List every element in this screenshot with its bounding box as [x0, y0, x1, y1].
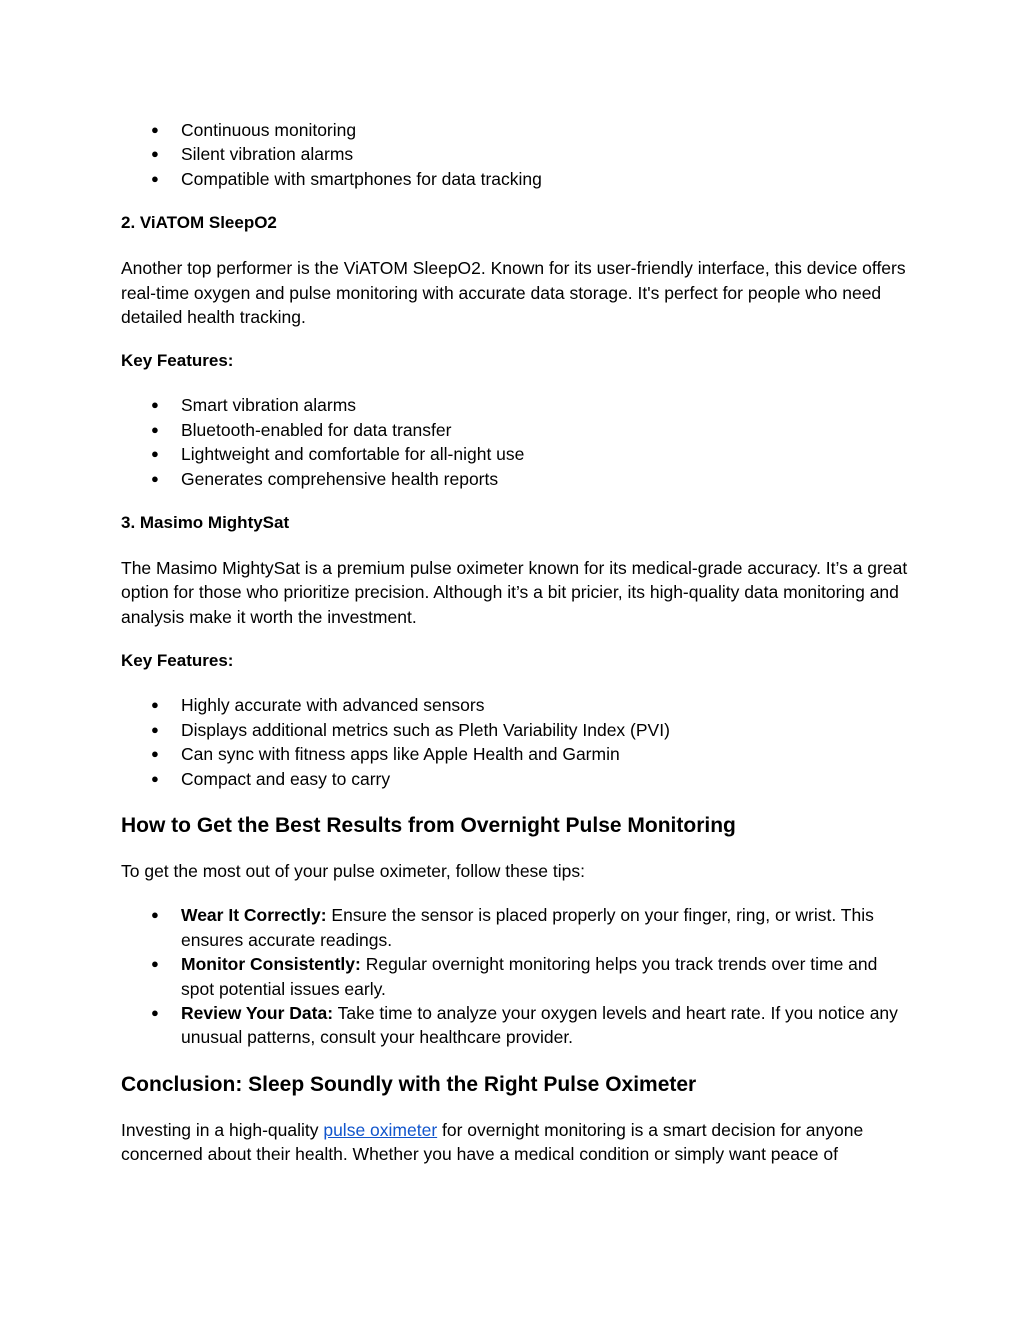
conclusion-paragraph: Investing in a high-quality pulse oximeter for overnight monitoring is a smart decision for anyone concerned about their health. Whether you have a medical condition or simply want peace of	[121, 1119, 864, 1165]
bullet-icon: ●	[151, 956, 159, 972]
masimo-paragraph: The Masimo MightySat is a premium pulse oximeter known for its medical-grade accuracy. It’s a great option for those who prioritize precision. Although it’s a bit pricier, its high-quality data monitoring and analysis make it worth the investment.	[121, 558, 908, 627]
masimo-feature-list	[121, 693, 911, 791]
list-item: ● Review Your Data: Take time to analyze your oxygen levels and heart rate. If you notice any unusual patterns, consult your healthcare provider.	[151, 1002, 898, 1048]
conclusion-heading: Conclusion: Sleep Soundly with the Right Pulse Oximeter	[121, 1072, 697, 1096]
tips-list	[121, 903, 911, 1049]
pulse-oximeter-link[interactable]: pulse oximeter	[323, 1119, 438, 1140]
list-item: ● Can sync with fitness apps like Apple Health and Garmin	[121, 742, 911, 766]
bullet-icon: ●	[151, 446, 159, 462]
bullet-icon: ●	[151, 746, 159, 762]
tips-intro: To get the most out of your pulse oximeter, follow these tips:	[121, 860, 585, 881]
bullet-icon: ●	[151, 122, 159, 137]
viatom-features-label: Key Features:	[121, 351, 234, 371]
list-item: ● Compatible with smartphones for data tracking	[121, 167, 911, 191]
viatom-feature-list	[121, 393, 911, 491]
list-item: ● Compact and easy to carry	[121, 767, 911, 791]
tips-heading: How to Get the Best Results from Overnight Pulse Monitoring	[121, 813, 736, 837]
list-item: ● Continuous monitoring	[121, 118, 911, 142]
list-item: ● Generates comprehensive health reports	[121, 467, 911, 491]
viatom-heading: 2. ViATOM SleepO2	[121, 213, 277, 233]
list-item: ● Smart vibration alarms	[121, 393, 911, 417]
list-item: ● Displays additional metrics such as Pleth Variability Index (PVI)	[121, 718, 911, 742]
intro-feature-list	[121, 118, 911, 191]
viatom-paragraph: Another top performer is the ViATOM SleepO2. Known for its user-friendly interface, this device offers real-time oxygen and pulse monitoring with accurate data storage. It's perfect for people who need detailed health tracking.	[121, 258, 906, 328]
bullet-icon: ●	[151, 421, 159, 437]
bullet-icon: ●	[151, 770, 159, 786]
bullet-icon: ●	[151, 1004, 159, 1020]
bullet-icon: ●	[151, 697, 159, 713]
bullet-icon: ●	[151, 907, 159, 923]
document-content	[121, 118, 911, 1167]
bullet-icon: ●	[151, 397, 159, 413]
bullet-icon: ●	[151, 170, 159, 186]
bullet-icon: ●	[151, 721, 159, 737]
list-item: ● Lightweight and comfortable for all-night use	[121, 442, 911, 466]
list-item: ● Highly accurate with advanced sensors	[121, 693, 911, 717]
list-item: ● Bluetooth-enabled for data transfer	[121, 418, 911, 442]
masimo-heading: 3. Masimo MightySat	[121, 513, 290, 533]
masimo-features-label: Key Features:	[121, 651, 234, 671]
bullet-icon: ●	[151, 470, 159, 486]
list-item: ● Monitor Consistently: Regular overnight monitoring helps you track trends over time and spot potential issues early.	[151, 954, 878, 999]
list-item: ● Silent vibration alarms	[121, 142, 911, 166]
bullet-icon: ●	[151, 146, 159, 162]
list-item: ● Wear It Correctly: Ensure the sensor is placed properly on your finger, ring, or wrist. This ensures accurate readings.	[151, 905, 874, 950]
